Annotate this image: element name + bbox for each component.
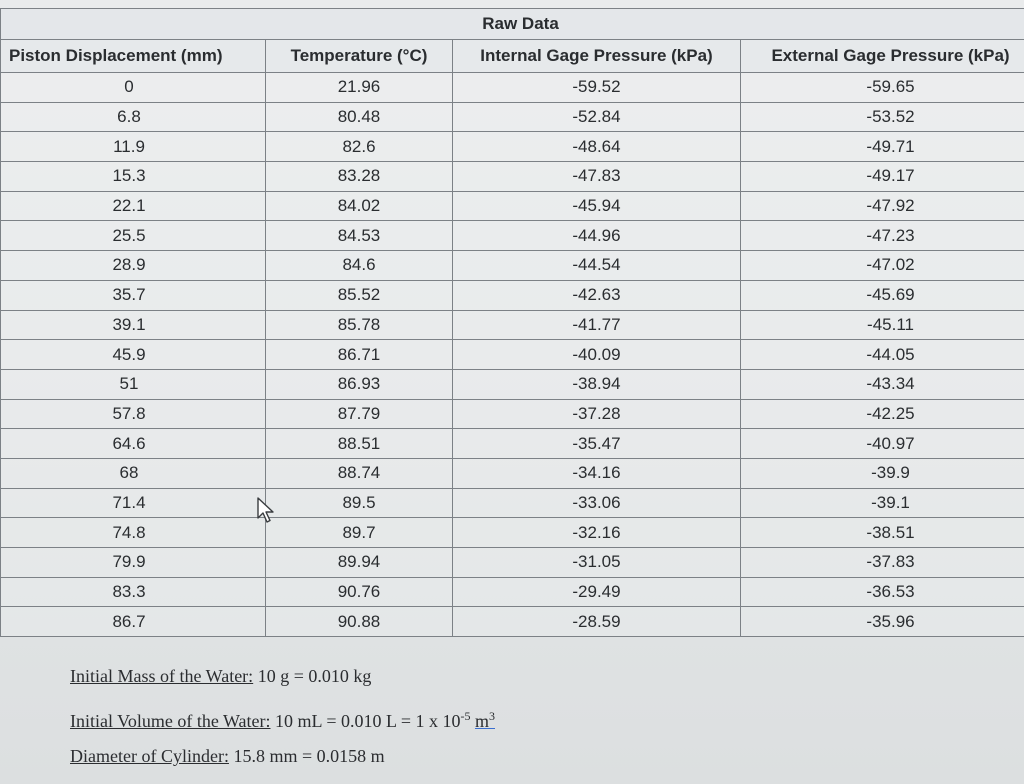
cell-external-pressure: -53.52 [741,102,1024,132]
cell-temperature: 87.79 [266,399,453,429]
cell-internal-pressure: -41.77 [453,310,741,340]
cell-displacement: 71.4 [1,488,266,518]
cell-temperature: 84.6 [266,251,453,281]
volume-unit-symbol: m [474,711,489,731]
volume-unit-exponent: 3 [489,709,495,723]
volume-label: Initial Volume of the Water: [70,711,271,731]
table-row [1,73,1024,103]
cell-internal-pressure: -34.16 [453,458,741,488]
cell-displacement: 83.3 [1,577,266,607]
raw-data-table [0,8,1024,637]
cell-internal-pressure: -38.94 [453,369,741,399]
table-row [1,280,1024,310]
cell-internal-pressure: -35.47 [453,429,741,459]
mass-label: Initial Mass of the Water: [70,666,254,686]
table-row [1,310,1024,340]
cell-internal-pressure: -59.52 [453,73,741,103]
cell-external-pressure: -49.71 [741,132,1024,162]
cell-external-pressure: -59.65 [741,73,1024,103]
cell-displacement: 74.8 [1,518,266,548]
cell-displacement: 11.9 [1,132,266,162]
cell-external-pressure: -39.1 [741,488,1024,518]
cell-internal-pressure: -40.09 [453,340,741,370]
cell-internal-pressure: -44.96 [453,221,741,251]
cell-internal-pressure: -47.83 [453,162,741,192]
cell-internal-pressure: -32.16 [453,518,741,548]
cell-external-pressure: -44.05 [741,340,1024,370]
cell-temperature: 85.52 [266,280,453,310]
cell-displacement: 39.1 [1,310,266,340]
cell-external-pressure: -38.51 [741,518,1024,548]
table-row [1,132,1024,162]
cell-displacement: 25.5 [1,221,266,251]
table-row [1,518,1024,548]
cell-temperature: 90.76 [266,577,453,607]
header-internal-pressure: Internal Gage Pressure (kPa) [453,40,741,73]
cell-displacement: 35.7 [1,280,266,310]
table-row [1,607,1024,637]
cell-external-pressure: -45.69 [741,280,1024,310]
diameter-label: Diameter of Cylinder: [70,746,229,766]
cell-external-pressure: -35.96 [741,607,1024,637]
cell-internal-pressure: -42.63 [453,280,741,310]
cell-displacement: 45.9 [1,340,266,370]
table-row [1,191,1024,221]
header-temperature: Temperature (°C) [266,40,453,73]
cell-temperature: 84.02 [266,191,453,221]
cell-external-pressure: -47.02 [741,251,1024,281]
cell-temperature: 88.51 [266,429,453,459]
cell-temperature: 80.48 [266,102,453,132]
volume-value: 10 mL = 0.010 L = 1 x 10 [275,711,461,731]
mouse-pointer-icon [256,496,278,524]
table-title: Raw Data [1,9,1024,40]
table-row [1,548,1024,578]
diameter-value: 15.8 mm = 0.0158 m [233,746,385,766]
cell-external-pressure: -43.34 [741,369,1024,399]
cell-temperature: 82.6 [266,132,453,162]
cell-displacement: 64.6 [1,429,266,459]
volume-note [70,700,495,740]
table-row [1,221,1024,251]
table-row [1,458,1024,488]
table-row [1,577,1024,607]
volume-exponent: -5 [460,709,471,723]
cell-displacement: 6.8 [1,102,266,132]
diameter-note [70,740,495,780]
cell-external-pressure: -40.97 [741,429,1024,459]
cell-temperature: 89.5 [266,488,453,518]
cell-temperature: 86.71 [266,340,453,370]
cell-internal-pressure: -29.49 [453,577,741,607]
table-row [1,429,1024,459]
table-row [1,399,1024,429]
cell-external-pressure: -47.23 [741,221,1024,251]
cell-external-pressure: -42.25 [741,399,1024,429]
volume-unit [475,711,495,731]
cell-displacement: 0 [1,73,266,103]
cell-temperature: 88.74 [266,458,453,488]
table-row [1,102,1024,132]
cell-displacement: 57.8 [1,399,266,429]
cell-displacement: 86.7 [1,607,266,637]
cell-temperature: 89.94 [266,548,453,578]
cell-internal-pressure: -52.84 [453,102,741,132]
mass-note [70,660,495,700]
table-row [1,488,1024,518]
cell-temperature: 83.28 [266,162,453,192]
cell-internal-pressure: -44.54 [453,251,741,281]
table-row [1,369,1024,399]
cell-external-pressure: -39.9 [741,458,1024,488]
cell-external-pressure: -49.17 [741,162,1024,192]
notes-section [70,660,495,780]
cell-temperature: 84.53 [266,221,453,251]
cell-displacement: 79.9 [1,548,266,578]
cell-temperature: 90.88 [266,607,453,637]
cell-external-pressure: -37.83 [741,548,1024,578]
table-row [1,251,1024,281]
cell-displacement: 15.3 [1,162,266,192]
cell-external-pressure: -36.53 [741,577,1024,607]
cell-displacement: 28.9 [1,251,266,281]
cell-internal-pressure: -31.05 [453,548,741,578]
cell-temperature: 21.96 [266,73,453,103]
table-row [1,162,1024,192]
header-external-pressure: External Gage Pressure (kPa) [741,40,1024,73]
cell-temperature: 85.78 [266,310,453,340]
cell-internal-pressure: -37.28 [453,399,741,429]
cell-external-pressure: -45.11 [741,310,1024,340]
header-piston-displacement: Piston Displacement (mm) [1,40,266,73]
cell-displacement: 22.1 [1,191,266,221]
cell-internal-pressure: -45.94 [453,191,741,221]
cell-temperature: 89.7 [266,518,453,548]
cell-external-pressure: -47.92 [741,191,1024,221]
cell-displacement: 51 [1,369,266,399]
cell-displacement: 68 [1,458,266,488]
mass-value: 10 g = 0.010 kg [257,666,372,686]
cell-internal-pressure: -33.06 [453,488,741,518]
cell-internal-pressure: -28.59 [453,607,741,637]
table-row [1,340,1024,370]
cell-internal-pressure: -48.64 [453,132,741,162]
cell-temperature: 86.93 [266,369,453,399]
